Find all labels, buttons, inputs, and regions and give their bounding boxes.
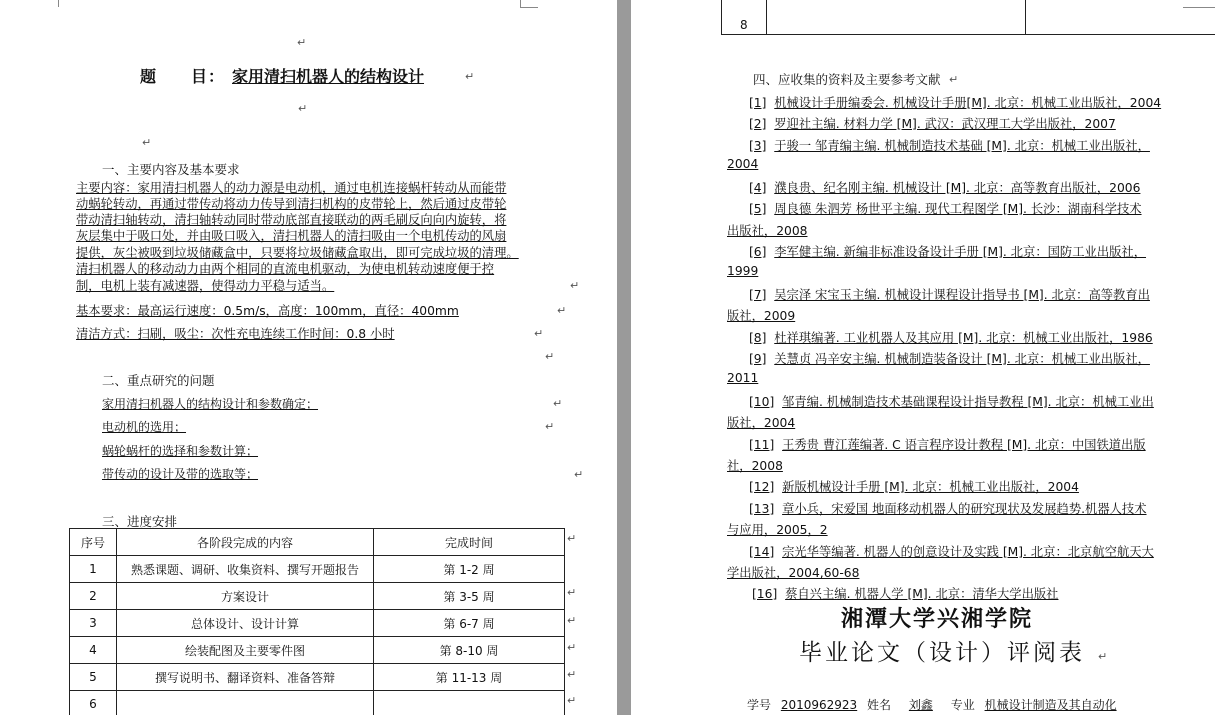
table-row: [70, 691, 565, 715]
key-issue-item: 蜗轮蜗杆的选择和参数计算；: [102, 444, 259, 458]
reference-item: [7] 吴宗泽 宋宝玉主编. 机械设计课程设计指导书 [M]. 北京：高等教育出: [749, 288, 1150, 302]
document-page-right: [631, 0, 1215, 715]
table-cell: 绘装配图及主要零件图: [117, 637, 374, 664]
form-title: 毕业论文（设计）评阅表: [799, 640, 1085, 666]
basic-requirements: 基本要求：最高运行速度：0.5m/s，高度：100mm，直径：400mm: [76, 304, 459, 318]
row-end-mark: ↵: [567, 641, 577, 654]
reference-item: [6] 李军健主编. 新编非标准设备设计手册 [M]. 北京：国防工业出版社，: [749, 245, 1147, 259]
reference-continuation: 2011: [727, 371, 759, 385]
main-content-line: 动蜗轮转动，再通过带传动将动力传导到清扫机构的皮带轮上，然后通过皮带轮: [76, 197, 507, 211]
row-end-mark: ↵: [567, 694, 577, 707]
table-cell: 第 8-10 周: [374, 637, 565, 664]
school-name: 湘潭大学兴湘学院: [841, 606, 1034, 632]
major-label: 专业: [950, 698, 975, 712]
row-end-mark: ↵: [567, 668, 577, 681]
reference-item: [10] 邹青编. 机械制造技术基础课程设计指导教程 [M]. 北京：机械工业出: [749, 395, 1154, 409]
table-cell: 3: [70, 610, 117, 637]
crop-mark: [520, 0, 521, 7]
table-cell: 1: [70, 556, 117, 583]
reference-item: [12] 新版机械设计手册 [M]. 北京：机械工业出版社，2004: [749, 480, 1079, 494]
reference-continuation: 版社，2004: [727, 416, 796, 430]
table-cell: [374, 691, 565, 715]
paragraph-mark: ↵: [465, 70, 475, 83]
table-row: [70, 637, 565, 664]
table-cell: 总体设计、设计计算: [117, 610, 374, 637]
reference-continuation: 版社，2009: [727, 309, 796, 323]
key-issue-item: 带传动的设计及带的选取等；: [102, 467, 259, 481]
section-heading-schedule: 三、进度安排: [102, 514, 178, 529]
table-cell: 2: [70, 583, 117, 610]
paragraph-mark: ↵: [570, 279, 580, 292]
paragraph-mark: ↵: [534, 327, 544, 340]
section-heading-requirements: 一、主要内容及基本要求: [102, 162, 240, 177]
cleaning-method: 清洁方式：扫刷，吸尘：次性充电连续工作时间：0.8 小时: [76, 327, 395, 341]
table-cell: 第 1-2 周: [374, 556, 565, 583]
crop-mark: [520, 7, 538, 8]
reference-item: [5] 周良德 朱泗芳 杨世平主编. 现代工程图学 [M]. 长沙：湖南科学技术: [749, 202, 1142, 216]
table-row: [70, 610, 565, 637]
row-end-mark: ↵: [567, 586, 577, 599]
reference-continuation: 2004: [727, 157, 759, 171]
table-cell: 5: [70, 664, 117, 691]
table-row: [70, 664, 565, 691]
crop-mark: [58, 0, 59, 7]
section-heading-references: 四、应收集的资料及主要参考文献: [753, 72, 941, 87]
table-cell: 方案设计: [117, 583, 374, 610]
reference-item: [8] 杜祥琪编著. 工业机器人及其应用 [M]. 北京：机械工业出版社，1986: [749, 331, 1153, 345]
student-info-line: [747, 696, 1123, 713]
table-cell: 第 6-7 周: [374, 610, 565, 637]
thesis-title: 家用清扫机器人的结构设计: [232, 67, 425, 86]
student-name-value: 刘鑫: [908, 698, 933, 712]
key-issue-item: 电动机的选用；: [102, 420, 187, 434]
reference-continuation: 社，2008: [727, 459, 783, 473]
table-cell-number: 8: [740, 18, 748, 32]
table-cell: 第 11-13 周: [374, 664, 565, 691]
main-content-line: 清扫机器人的移动动力由两个相同的直流电机驱动，为使电机转动速度便于控: [76, 262, 495, 276]
paragraph-mark: ↵: [553, 397, 563, 410]
paragraph-mark: ↵: [142, 136, 152, 149]
reference-continuation: 与应用，2005，2: [727, 523, 828, 537]
paragraph-mark: ↵: [1098, 650, 1108, 663]
reference-continuation: 学出版社，2004,60-68: [727, 566, 860, 580]
section-heading-key-issues: 二、重点研究的问题: [102, 373, 215, 388]
table-header-row: [70, 529, 565, 556]
table-cell: 第 3-5 周: [374, 583, 565, 610]
student-name-label: 姓名: [867, 698, 892, 712]
reference-item: [9] 关慧贞 冯辛安主编. 机械制造装备设计 [M]. 北京：机械工业出版社，: [749, 352, 1150, 366]
paragraph-mark: ↵: [545, 420, 555, 433]
main-content-line: 制，电机上装有减速器，使得动力平稳与适当。: [76, 279, 335, 293]
page-gutter: [617, 0, 631, 715]
paragraph-mark: ↵: [297, 36, 307, 49]
paragraph-mark: ↵: [949, 73, 959, 86]
reference-continuation: 1999: [727, 264, 759, 278]
row-end-mark: ↵: [567, 614, 577, 627]
student-id-label: 学号: [747, 698, 772, 712]
table-cell: 撰写说明书、翻译资料、准备答辩: [117, 664, 374, 691]
reference-item: [3] 于骏一 邹青编主编. 机械制造技术基础 [M]. 北京：机械工业出版社，: [749, 139, 1150, 153]
reference-item: [14] 宗光华等编著. 机器人的创意设计及实践 [M]. 北京：北京航空航天大: [749, 545, 1154, 559]
table-row: [70, 583, 565, 610]
table-header-cell: 序号: [70, 529, 117, 556]
reference-item: [4] 濮良贵、纪名刚主编. 机械设计 [M]. 北京：高等教育出版社，2006: [749, 181, 1141, 195]
paragraph-mark: ↵: [574, 468, 584, 481]
table-header-cell: 完成时间: [374, 529, 565, 556]
row-end-mark: ↵: [567, 532, 577, 545]
reference-item: [1] 机械设计手册编委会. 机械设计手册[M]. 北京：机械工业出版社，2004: [749, 96, 1162, 110]
table-divider: [1025, 0, 1026, 34]
schedule-table: [69, 528, 565, 715]
reference-item: [16] 蔡自兴主编. 机器人学 [M]. 北京：清华大学出版社: [752, 587, 1059, 601]
main-content-line: 带动清扫轴转动，清扫轴转动同时带动底部直接联动的两毛刷反向向内旋转，将: [76, 213, 507, 227]
paragraph-mark: ↵: [298, 102, 308, 115]
crop-mark: [1183, 7, 1215, 8]
key-issue-item: 家用清扫机器人的结构设计和参数确定；: [102, 397, 319, 411]
main-content-line: 提供，灰尘被吸到垃圾储藏盒中，只要将垃圾储藏盒取出，即可完成垃圾的清理。: [76, 246, 519, 260]
student-id-value: 2010962923: [780, 698, 858, 712]
table-cell: 6: [70, 691, 117, 715]
table-row: [70, 556, 565, 583]
reference-item: [11] 王秀贵 曹江莲编著. C 语言程序设计教程 [M]. 北京：中国铁道出版: [749, 438, 1146, 452]
title-label: 题 目：: [140, 67, 226, 86]
major-value: 机械设计制造及其自动化: [984, 698, 1117, 712]
reference-item: [2] 罗迎社主编. 材料力学 [M]. 武汉：武汉理工大学出版社，2007: [749, 117, 1116, 131]
table-header-cell: 各阶段完成的内容: [117, 529, 374, 556]
main-content-line: 主要内容：家用清扫机器人的动力源是电动机，通过电机连接蜗杆转动从而能带: [76, 181, 507, 195]
table-cell: 4: [70, 637, 117, 664]
reference-item: [13] 章小兵，宋爱国 地面移动机器人的研究现状及发展趋势.机器人技术: [749, 502, 1147, 516]
reference-continuation: 出版社，2008: [727, 224, 808, 238]
main-content-line: 灰层集中于吸口处，并由吸口吸入，清扫机器人的清扫吸由一个电机传动的风扇: [76, 229, 507, 243]
table-cell: [117, 691, 374, 715]
continued-table: [721, 0, 1215, 35]
table-cell: 熟悉课题、调研、收集资料、撰写开题报告: [117, 556, 374, 583]
paragraph-mark: ↵: [557, 304, 567, 317]
paragraph-mark: ↵: [545, 350, 555, 363]
